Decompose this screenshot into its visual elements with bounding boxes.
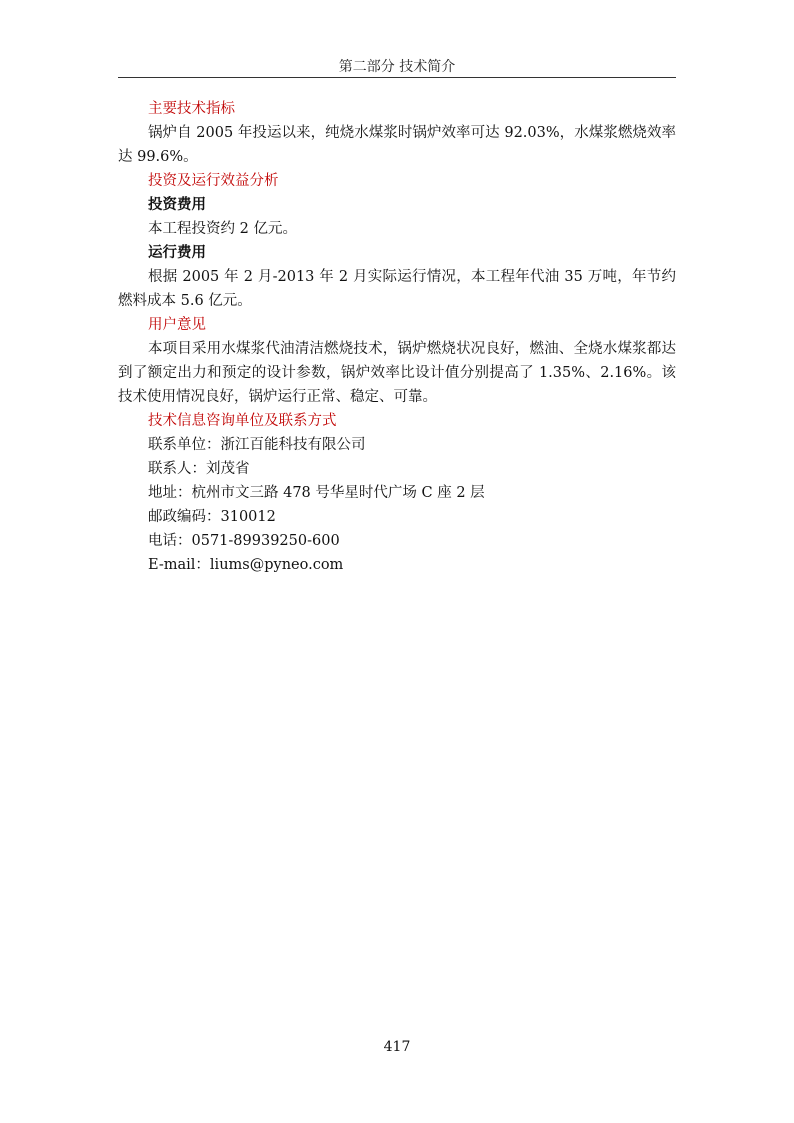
contact-address: 地址：杭州市文三路 478 号华星时代广场 C 座 2 层	[148, 485, 485, 501]
investment-cost-paragraph: 本工程投资约 2 亿元。	[148, 221, 297, 237]
header-divider	[118, 77, 676, 78]
heading-main-indicators: 主要技术指标	[148, 101, 235, 117]
heading-investment-analysis: 投资及运行效益分析	[148, 173, 279, 189]
heading-operating-cost: 运行费用	[148, 245, 206, 261]
page-header-title: 第二部分 技术简介	[338, 59, 456, 75]
heading-contact-info: 技术信息咨询单位及联系方式	[148, 413, 337, 429]
page-number: 417	[383, 1039, 411, 1055]
heading-investment-cost: 投资费用	[148, 197, 206, 213]
contact-person: 联系人：刘茂省	[148, 461, 250, 477]
contact-phone: 电话：0571-89939250-600	[148, 533, 340, 549]
heading-user-feedback: 用户意见	[148, 317, 206, 333]
contact-email: E-mail：liums@pyneo.com	[148, 557, 344, 573]
indicators-paragraph: 锅炉自 2005 年投运以来，纯烧水煤浆时锅炉效率可达 92.03%，水煤浆燃烧效率达 99.6%。	[118, 125, 676, 165]
contact-postcode: 邮政编码：310012	[148, 509, 276, 525]
user-feedback-paragraph: 本项目采用水煤浆代油清洁燃烧技术，锅炉燃烧状况良好，燃油、全烧水煤浆都达到了额定出力和预定的设计参数，锅炉效率比设计值分别提高了 1.35%、2.16%。该技术使用情况良好，锅炉运行正常、稳定、可靠。	[118, 341, 676, 405]
page-content	[118, 97, 676, 577]
operating-cost-paragraph: 根据 2005 年 2 月-2013 年 2 月实际运行情况，本工程年代油 35 万吨，年节约燃料成本 5.6 亿元。	[118, 269, 676, 309]
contact-unit: 联系单位：浙江百能科技有限公司	[148, 437, 366, 453]
